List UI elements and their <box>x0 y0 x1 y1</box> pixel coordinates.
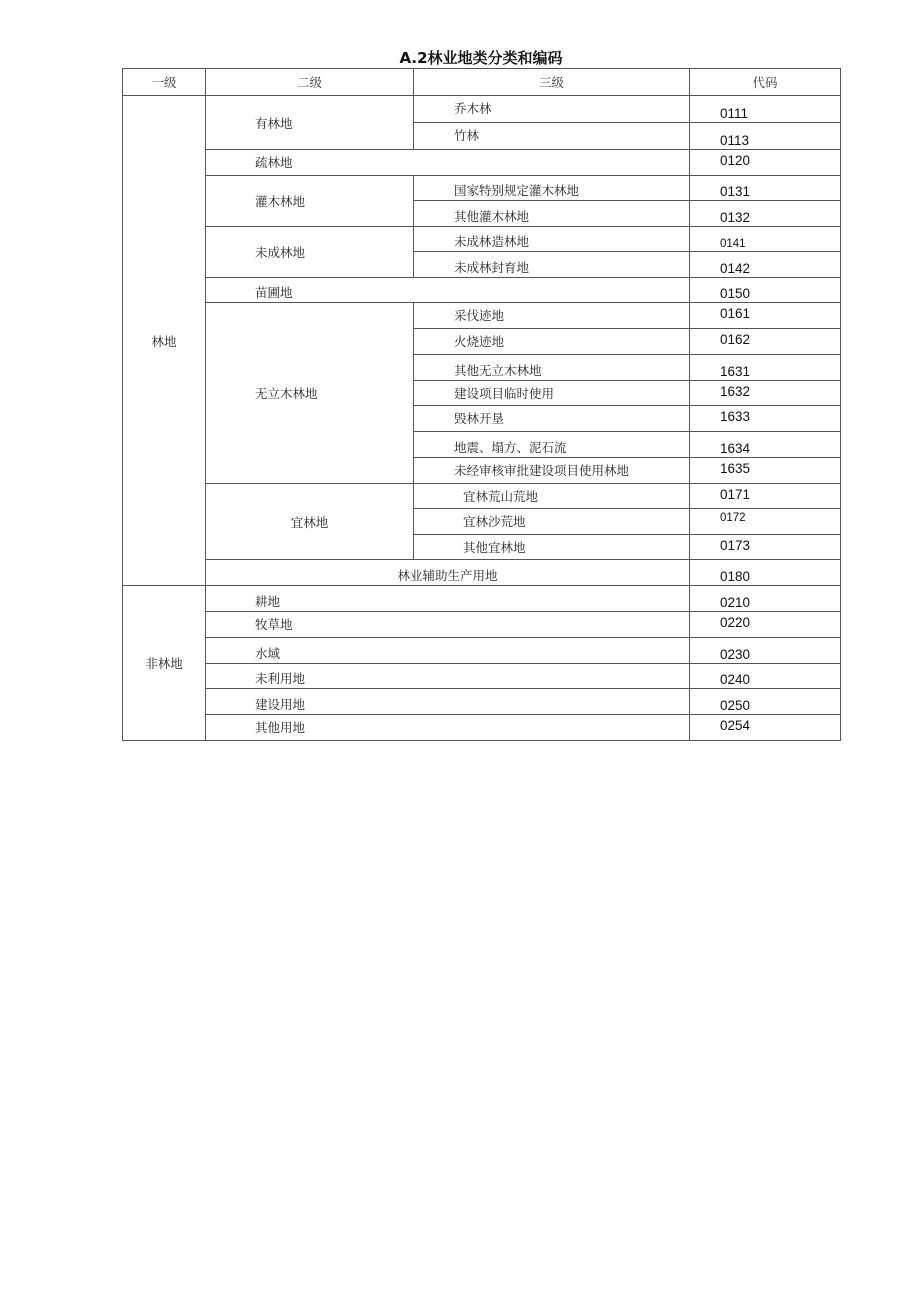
code-cell: 0250 <box>690 689 841 715</box>
level3-cell: 宜林沙荒地 <box>414 509 690 535</box>
code-cell: 0131 <box>690 176 841 201</box>
table-row <box>123 689 841 715</box>
level3-cell: 未经审核审批建设项目使用林地 <box>414 458 690 484</box>
code-cell: 1632 <box>690 381 841 406</box>
level1-nonforest: 非林地 <box>123 586 206 741</box>
table-row <box>123 150 841 176</box>
level2-auxiliary: 林业辅助生产用地 <box>206 560 690 586</box>
level2-shrub: 灌木林地 <box>206 176 414 227</box>
level3-cell: 未成林造林地 <box>414 227 690 252</box>
level3-cell: 其他无立木林地 <box>414 355 690 381</box>
level2-cell: 建设用地 <box>206 689 690 715</box>
level2-cell: 其他用地 <box>206 715 690 741</box>
table-row <box>123 96 841 123</box>
level3-cell: 火烧迹地 <box>414 329 690 355</box>
level3-cell: 采伐迹地 <box>414 303 690 329</box>
level2-nursery: 苗圃地 <box>206 278 690 303</box>
level2-sparse: 疏林地 <box>206 150 690 176</box>
code-cell: 0180 <box>690 560 841 586</box>
code-cell: 0172 <box>690 509 841 535</box>
table-row <box>123 664 841 689</box>
table-row <box>123 278 841 303</box>
table-row <box>123 560 841 586</box>
level2-arbor: 有林地 <box>206 96 414 150</box>
code-cell: 0132 <box>690 201 841 227</box>
page-title: A.2林业地类分类和编码 <box>399 49 563 67</box>
code-cell: 1631 <box>690 355 841 381</box>
code-cell: 0210 <box>690 586 841 612</box>
header-level3: 三级 <box>414 69 690 96</box>
code-cell: 1633 <box>690 406 841 432</box>
table-row <box>123 484 841 509</box>
level2-immature: 未成林地 <box>206 227 414 278</box>
table-row <box>123 227 841 252</box>
level2-cell: 耕地 <box>206 586 690 612</box>
level3-cell: 其他宜林地 <box>414 535 690 560</box>
table-row <box>123 638 841 664</box>
code-cell: 0220 <box>690 612 841 638</box>
code-cell: 0161 <box>690 303 841 329</box>
level3-cell: 国家特别规定灌木林地 <box>414 176 690 201</box>
code-cell: 1635 <box>690 458 841 484</box>
level3-cell: 宜林荒山荒地 <box>414 484 690 509</box>
level2-cell: 未利用地 <box>206 664 690 689</box>
table-row <box>123 715 841 741</box>
code-cell: 0150 <box>690 278 841 303</box>
level2-suitable: 宜林地 <box>206 484 414 560</box>
level3-cell: 乔木林 <box>414 96 690 123</box>
level3-cell: 地震、塌方、泥石流 <box>414 432 690 458</box>
code-cell: 0171 <box>690 484 841 509</box>
code-cell: 0111 <box>690 96 841 123</box>
table-row <box>123 303 841 329</box>
code-cell: 0173 <box>690 535 841 560</box>
header-code: 代码 <box>690 69 841 96</box>
code-cell: 0254 <box>690 715 841 741</box>
code-cell: 0240 <box>690 664 841 689</box>
header-level2: 二级 <box>206 69 414 96</box>
level3-cell: 未成林封育地 <box>414 252 690 278</box>
header-row <box>123 69 841 96</box>
level2-cell: 牧草地 <box>206 612 690 638</box>
classification-table <box>122 68 841 741</box>
code-cell: 0120 <box>690 150 841 176</box>
code-cell: 0141 <box>690 227 841 252</box>
code-cell: 0162 <box>690 329 841 355</box>
table-row <box>123 176 841 201</box>
header-level1: 一级 <box>123 69 206 96</box>
table-row <box>123 612 841 638</box>
code-cell: 1634 <box>690 432 841 458</box>
level3-cell: 竹林 <box>414 123 690 150</box>
table-row <box>123 586 841 612</box>
level3-cell: 毁林开垦 <box>414 406 690 432</box>
level3-cell: 建设项目临时使用 <box>414 381 690 406</box>
code-cell: 0113 <box>690 123 841 150</box>
level2-cell: 水域 <box>206 638 690 664</box>
code-cell: 0142 <box>690 252 841 278</box>
level3-cell: 其他灌木林地 <box>414 201 690 227</box>
level2-treeless: 无立木林地 <box>206 303 414 484</box>
code-cell: 0230 <box>690 638 841 664</box>
level1-forest: 林地 <box>123 96 206 586</box>
